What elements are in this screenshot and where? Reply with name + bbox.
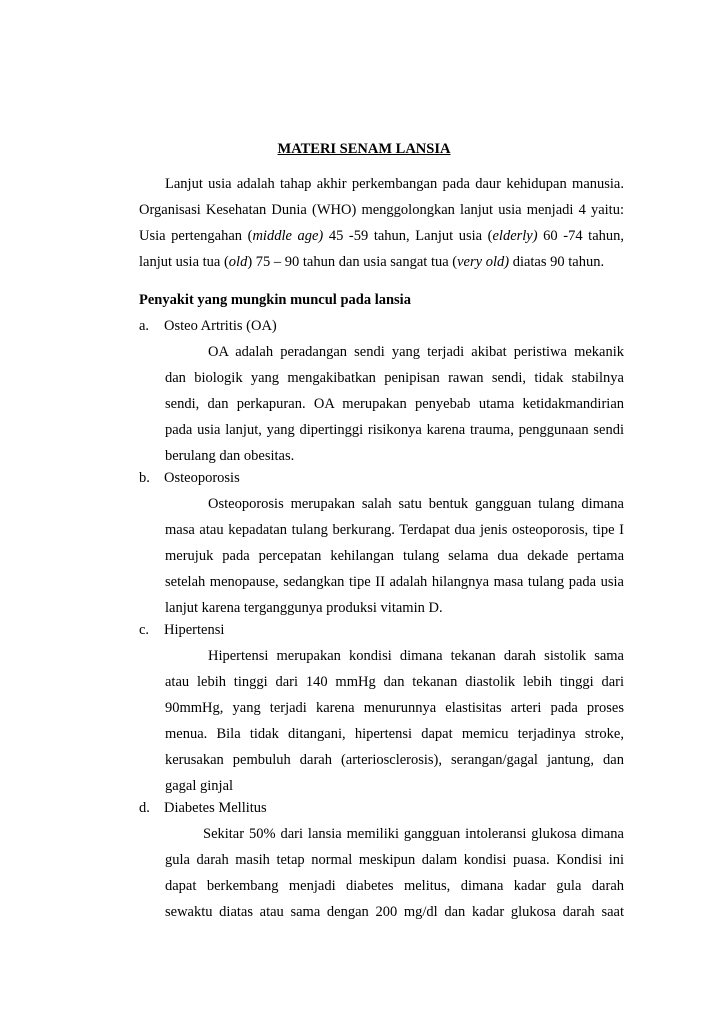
list-marker: c. [139,622,150,638]
section-heading: Penyakit yang mungkin muncul pada lansia [139,292,411,308]
body-line: lanjut karena terganggunya produksi vitamin D. [165,600,443,616]
body-line: sewaktu diatas atau sama dengan 200 mg/dl dan kadar glukosa darah saat [165,904,624,920]
body-line: merujuk pada percepatan kehilangan tulang selama dua dekade pertama [165,548,624,564]
body-line: 90mmHg, yang terjadi karena menurunnya elastisitas arteri pada proses [165,700,624,716]
body-line: masa atau kepadatan tulang berkurang. Terdapat dua jenis osteoporosis, tipe I [165,522,624,538]
intro-paragraph [139,171,624,275]
list-item-label: a. Osteo Artritis (OA) [139,313,277,339]
intro-line: Usia pertengahan (middle age) 45 -59 tahun, Lanjut usia (elderly) 60 -74 tahun, [139,228,625,244]
list-item-body [165,821,624,925]
list-item-label: b. Osteoporosis [139,465,240,491]
intro-line: Organisasi Kesehatan Dunia (WHO) menggolongkan lanjut usia menjadi 4 yaitu: [139,202,624,218]
body-line: Osteoporosis merupakan salah satu bentuk gangguan tulang dimana [208,496,624,512]
list-item-label: d. Diabetes Mellitus [139,795,267,821]
list-marker: a. [139,318,150,334]
body-line: OA adalah peradangan sendi yang terjadi akibat peristiwa mekanik [208,344,624,360]
body-line: Sekitar 50% dari lansia memiliki gangguan intoleransi glukosa dimana [203,826,624,842]
body-line: pada usia lanjut, yang dipertinggi risikonya karena trauma, penggunaan sendi [165,422,624,438]
list-item-label: c. Hipertensi [139,617,224,643]
intro-line: Lanjut usia adalah tahap akhir perkembangan pada daur kehidupan manusia. [165,176,624,192]
body-line: berulang dan obesitas. [165,448,295,464]
list-item-body [165,643,624,799]
list-item-body [165,339,624,469]
body-line: setelah menopause, sedangkan tipe II adalah hilangnya masa tulang pada usia [165,574,624,590]
body-line: Hipertensi merupakan kondisi dimana tekanan darah sistolik sama [208,648,624,664]
intro-line: lanjut usia tua (old) 75 – 90 tahun dan usia sangat tua (very old) diatas 90 tahun. [139,254,605,270]
body-line: gula darah masih tetap normal meskipun dalam kondisi puasa. Kondisi ini [165,852,624,868]
body-line: kerusakan pembuluh darah (arteriosclerosis), serangan/gagal jantung, dan [165,752,624,768]
body-line: atau lebih tinggi dari 140 mmHg dan tekanan diastolik lebih tinggi dari [165,674,624,690]
body-line: dapat berkembang menjadi diabetes melitus, dimana kadar gula darah [165,878,624,894]
body-line: sendi, dan perkapuran. OA merupakan penyebab utama ketidakmandirian [165,396,624,412]
body-line: menua. Bila tidak ditangani, hipertensi dapat memicu terjadinya stroke, [165,726,624,742]
list-item-body [165,491,624,621]
body-line: gagal ginjal [165,778,234,794]
page-title: MATERI SENAM LANSIA [277,141,451,157]
list-marker: d. [139,800,150,816]
list-marker: b. [139,470,150,486]
body-line: dan biologik yang mengakibatkan penipisan rawan sendi, tidak stabilnya [165,370,624,386]
